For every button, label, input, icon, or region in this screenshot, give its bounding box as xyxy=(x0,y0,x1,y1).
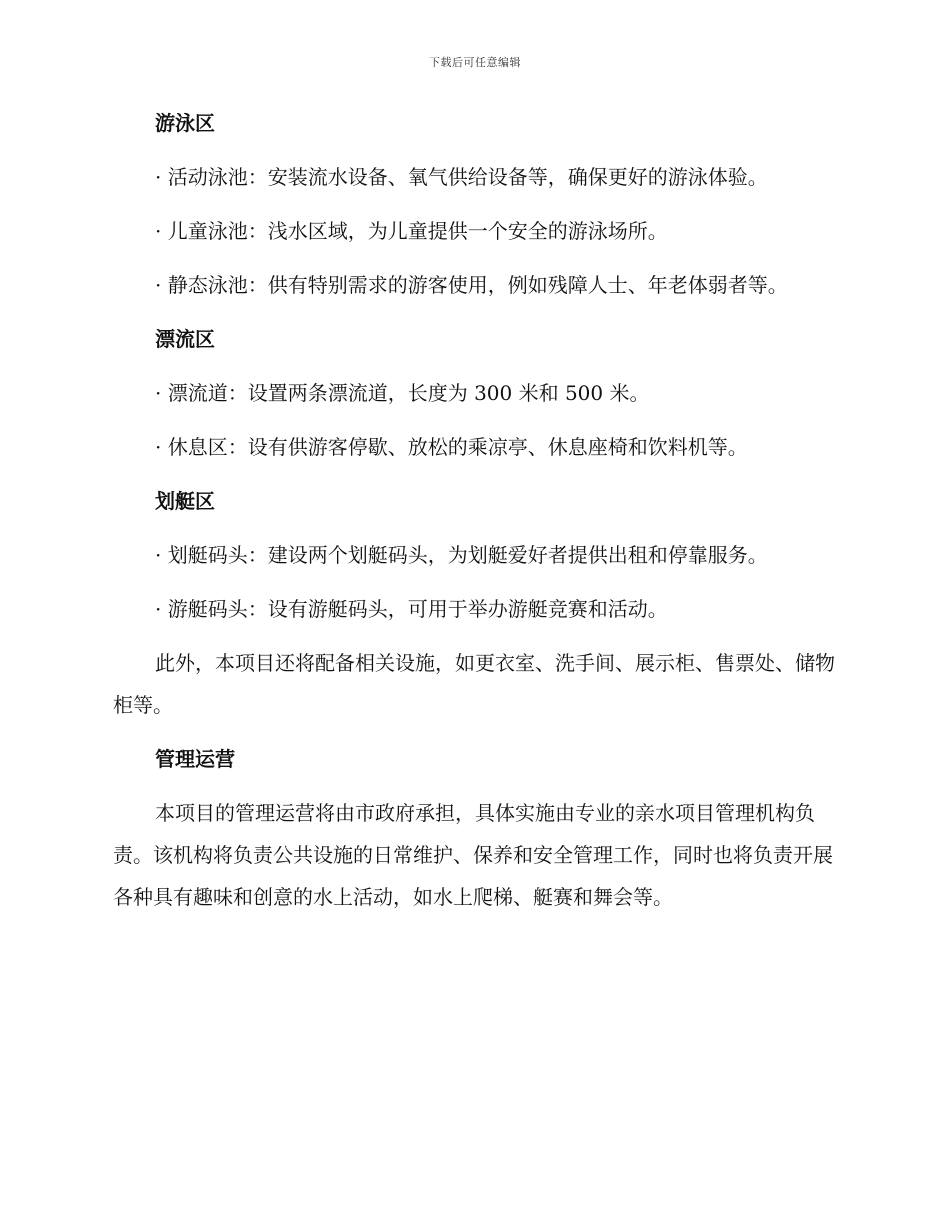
section-heading-rowing: 划艇区 xyxy=(155,489,215,513)
paragraph-kids-pool: · 儿童泳池：浅水区域，为儿童提供一个安全的游泳场所。 xyxy=(155,219,668,243)
paragraph-facilities: 此外，本项目还将配备相关设施，如更衣室、洗手间、展示柜、售票处、储物柜等。 xyxy=(113,651,835,717)
page-header: 下载后可任意编辑 xyxy=(429,56,521,69)
paragraph-yacht-dock: · 游艇码头：设有游艇码头，可用于举办游艇竞赛和活动。 xyxy=(155,597,668,621)
section-heading-swimming: 游泳区 xyxy=(155,111,215,135)
paragraph-rest-area: · 休息区：设有供游客停歇、放松的乘凉亭、休息座椅和饮料机等。 xyxy=(155,435,748,459)
paragraph-rowing-dock: · 划艇码头：建设两个划艇码头，为划艇爱好者提供出租和停靠服务。 xyxy=(155,543,768,567)
paragraph-rafting-channel: · 漂流道：设置两条漂流道，长度为 300 米和 500 米。 xyxy=(155,381,650,405)
document-body xyxy=(113,102,837,930)
paragraph-active-pool: · 活动泳池：安装流水设备、氧气供给设备等，确保更好的游泳体验。 xyxy=(155,165,768,189)
paragraph-management: 本项目的管理运营将由市政府承担，具体实施由专业的亲水项目管理机构负责。该机构将负责公共设施的日常维护、保养和安全管理工作，同时也将负责开展各种具有趣味和创意的水上活动，如水上爬梯、艇赛和舞会等。 xyxy=(113,801,833,909)
section-heading-management: 管理运营 xyxy=(155,747,235,771)
section-heading-rafting: 漂流区 xyxy=(155,327,215,351)
paragraph-static-pool: · 静态泳池：供有特别需求的游客使用，例如残障人士、年老体弱者等。 xyxy=(155,273,788,297)
